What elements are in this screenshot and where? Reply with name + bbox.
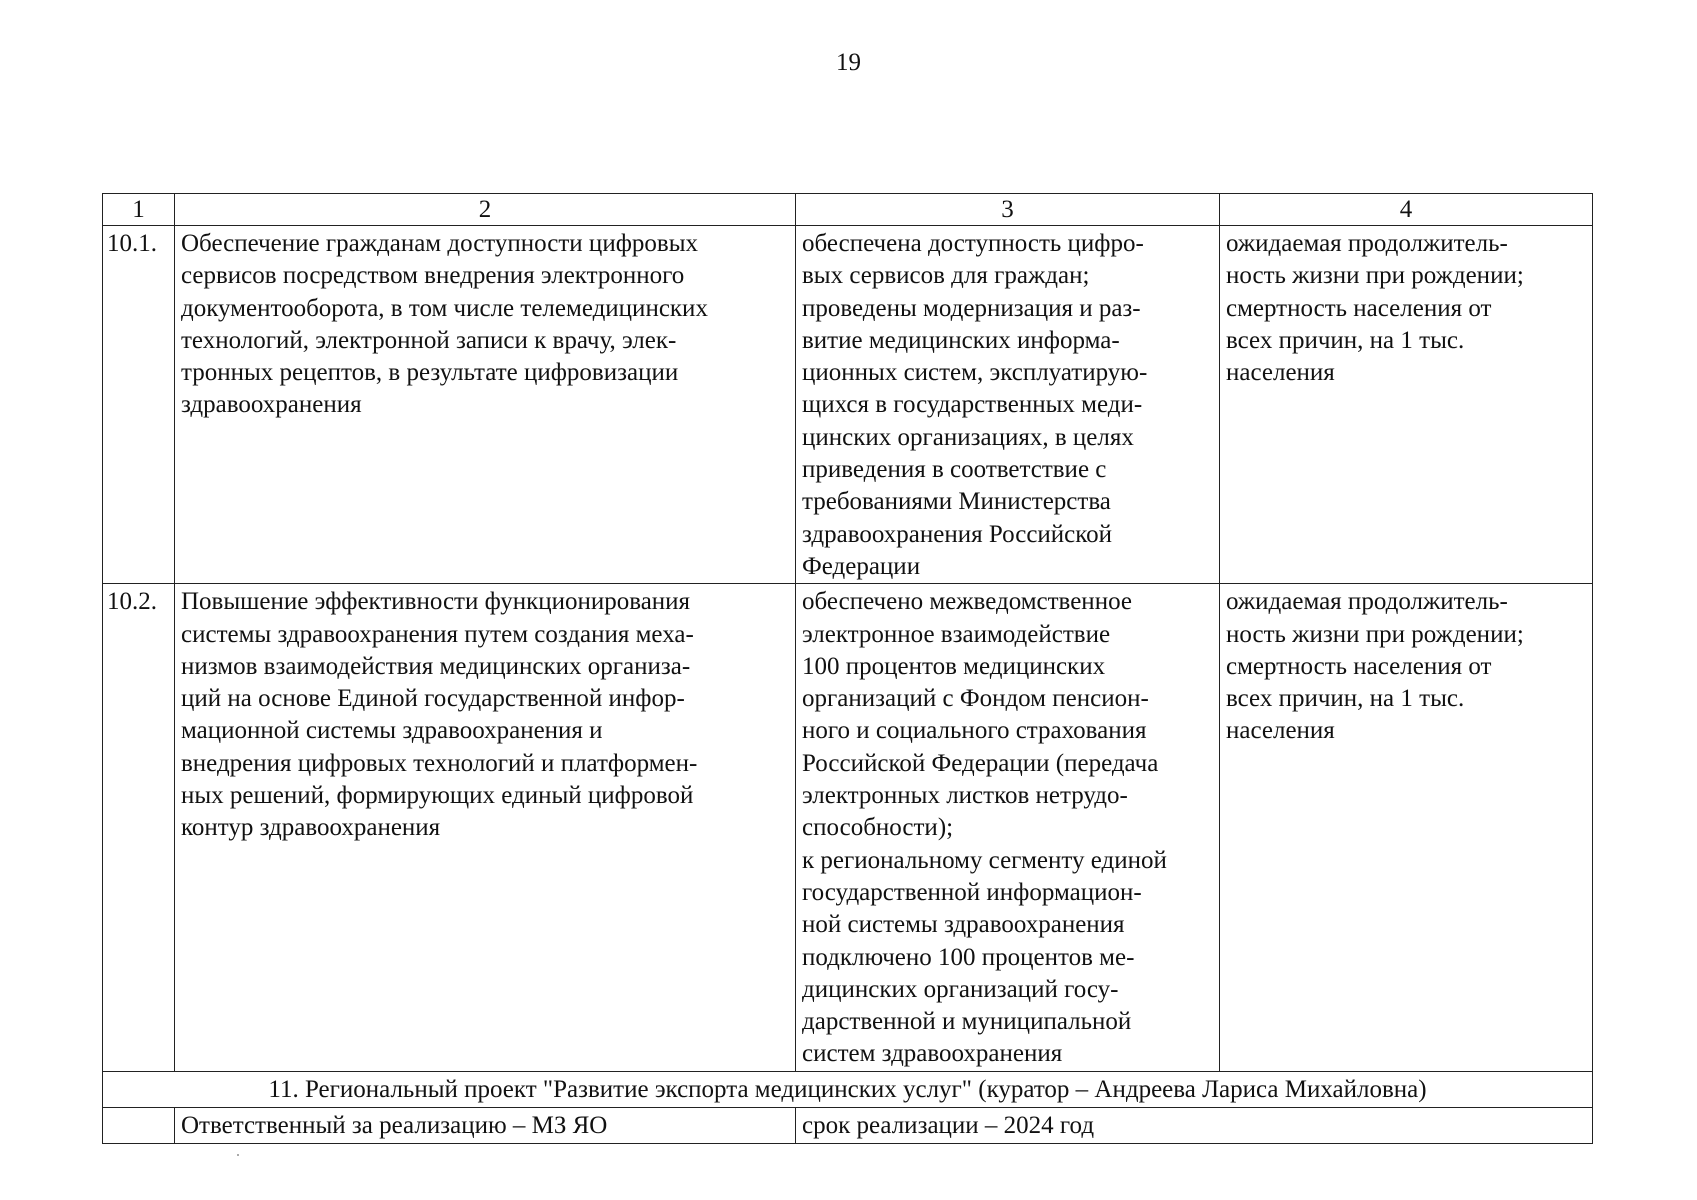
text-line: внедрения цифровых технологий и платформен- [181,749,698,777]
result-cell [796,584,1220,1071]
text-line: контур здравоохранения [181,814,441,842]
text-line: здравоохранения Российской [802,520,1113,548]
row-number: 10.2. [103,584,175,1071]
text-line: подключено 100 процентов ме- [802,943,1135,971]
project-title: 11. Региональный проект "Развитие экспорта медицинских услуг" (куратор – Андреева Лариса Михайловна) [103,1071,1593,1107]
deadline-text: срок реализации – 2024 год [796,1107,1593,1143]
text-line: Российской Федерации (передача [802,749,1159,777]
text-line: тронных рецептов, в результате цифровизации [181,359,679,387]
text-line: смертность населения от [1226,294,1492,322]
text-line: всех причин, на 1 тыс. [1226,685,1465,713]
text-line: дицинских организаций госу- [802,975,1119,1003]
indicator-cell [1220,226,1593,584]
text-line: ционных систем, эксплуатирую- [802,359,1148,387]
text-line: требованиями Министерства [802,488,1111,516]
text-line: электронное взаимодействие [802,620,1111,648]
text-line: обеспечено межведомственное [802,588,1132,616]
page-number: 19 [836,49,861,76]
text-line: ций на основе Единой государственной инфор- [181,685,685,713]
text-line: 100 процентов медицинских [802,652,1106,680]
text-line: системы здравоохранения путем создания меха- [181,620,694,648]
measure-description-cell [175,226,796,584]
text-line: дарственной и муниципальной [802,1008,1132,1036]
text-line: вых сервисов для граждан; [802,262,1090,290]
text-line: Обеспечение гражданам доступности цифровых [181,230,698,257]
text-line: обеспечена доступность цифро- [802,230,1144,257]
text-line: документооборота, в том числе телемедицинских [181,294,708,322]
text-line: смертность населения от [1226,652,1492,680]
header-cell-3: 3 [796,194,1220,226]
text-line: к региональному сегменту единой [802,846,1167,874]
text-line: низмов взаимодействия медицинских организа- [181,652,691,680]
text-line: мационной системы здравоохранения и [181,717,603,745]
text-line: ной системы здравоохранения [802,911,1125,939]
indicator-cell [1220,584,1593,1071]
text-line: проведены модернизация и раз- [802,294,1141,322]
text-line: электронных листков нетрудо- [802,782,1128,810]
text-line: государственной информацион- [802,878,1142,906]
empty-cell [103,1107,175,1143]
header-cell-4: 4 [1220,194,1593,226]
measure-description-cell [175,584,796,1071]
table-row [103,226,1593,584]
text-line: щихся в государственных меди- [802,391,1143,419]
text-line: систем здравоохранения [802,1040,1063,1068]
text-line: населения [1226,717,1335,745]
responsible-text: Ответственный за реализацию – МЗ ЯО [175,1107,796,1143]
text-line: ность жизни при рождении; [1226,620,1524,648]
text-line: организаций с Фондом пенсион- [802,685,1149,713]
text-line: населения [1226,359,1335,387]
row-number: 10.1. [103,226,175,584]
text-line: ных решений, формирующих единый цифровой [181,782,694,810]
document-table [102,193,1593,1144]
text-line: Повышение эффективности функционирования [181,588,691,616]
text-line: ожидаемая продолжитель- [1226,588,1508,616]
text-line: здравоохранения [181,391,362,419]
header-cell-2: 2 [175,194,796,226]
text-line: ожидаемая продолжитель- [1226,230,1508,257]
text-line: приведения в соответствие с [802,456,1107,484]
result-cell [796,226,1220,584]
text-line: всех причин, на 1 тыс. [1226,326,1465,354]
table-header-row [103,194,1593,226]
text-line: технологий, электронной записи к врачу, элек- [181,326,677,354]
text-line: способности); [802,814,954,842]
header-cell-1: 1 [103,194,175,226]
text-line: цинских организациях, в целях [802,423,1134,451]
text-line: сервисов посредством внедрения электронного [181,262,685,290]
text-line: витие медицинских информа- [802,326,1120,354]
responsible-row [103,1107,1593,1143]
text-line: ность жизни при рождении; [1226,262,1524,290]
scan-speck [237,1154,239,1156]
project-title-row [103,1071,1593,1107]
table-row [103,584,1593,1071]
text-line: ного и социального страхования [802,717,1147,745]
text-line: Федерации [802,552,921,580]
